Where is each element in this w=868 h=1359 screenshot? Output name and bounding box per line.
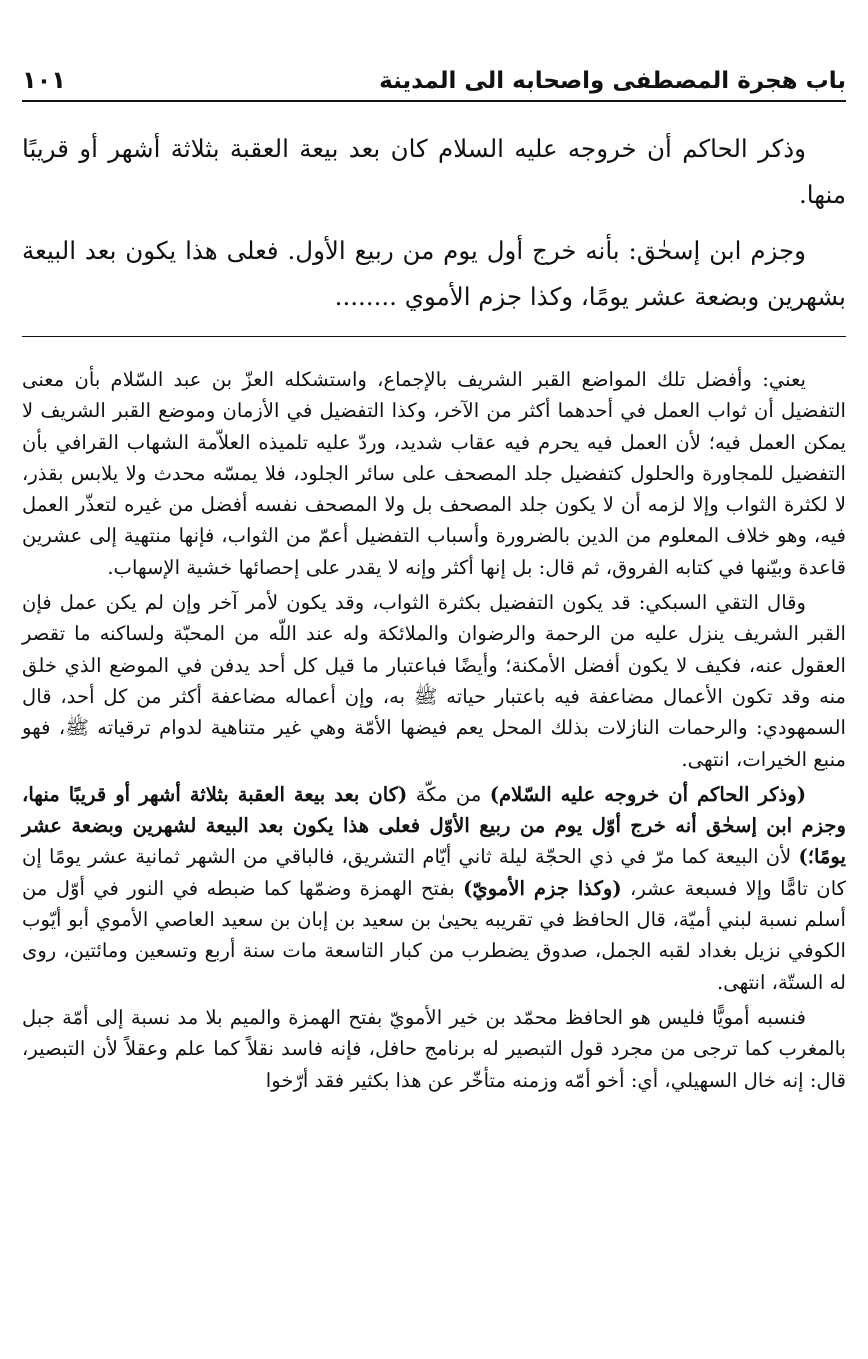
commentary-paragraph-1: يعني: وأفضل تلك المواضع القبر الشريف بالإجماع، واستشكله العزّ بن عبد السّلام بأن معنى التفضيل أن ثواب العمل في أحدهما أكثر من الآخر، وكذا التفضيل في الأزمان وموضع القبر الشريف لا يمكن العمل فيه؛ لأن العمل فيه يحرم فيه عقاب شديد، وردّ عليه تلميذه العلاّمة الشهاب القرافي بأن التفضيل للمجاورة والحلول كتفضيل جلد المصحف على سائر الجلود، فلا يمسّه محدث ولا يلابس بقذر، لا لكثرة الثواب وإلا لزمه أن لا يكون جلد المصحف بل ولا المصحف نفسه أفضل من غيره لتعذّر العمل فيه، وهو خلاف المعلوم من الدين بالضرورة وأسباب التفضيل أعمّ من الثواب، فإنها منتهية إلى عشرين قاعدة وبيّنها في كتابه الفروق، ثم قال: بل إنها أكثر وإنه لا يقدر على إحصائها خشية الإسهاب.: [22, 368, 846, 579]
commentary-text: [22, 364, 846, 1100]
quoted-text: (وكذا جزم الأمويّ): [463, 876, 622, 900]
commentary-text-run: من مكّة: [407, 782, 490, 806]
commentary-paragraph-3: [22, 779, 846, 998]
commentary-text-run: لأن البيعة كما مرّ في ذي الحجّة ليلة ثاني أيّام التشريق، فالباقي من الشهر ثمانية عشر يومًا إن كان تامًّا وإلا فسبعة عشر،: [22, 845, 846, 900]
separator-rule: [22, 336, 846, 337]
main-paragraph-2-text: وجزم ابن إسحٰق: بأنه خرج أول يوم من ربيع الأول. فعلى هذا يكون بعد البيعة بشهرين وبضعة عشر يومًا، وكذا جزم الأموي: [22, 236, 846, 311]
quoted-text: (كان بعد بيعة العقبة بثلاثة أشهر أو قريبًا منها، وجزم ابن إسحٰق أنه خرج أوّل يوم من ربيع الأوّل فعلى هذا يكون بعد البيعة لشهرين وبضعة عشر يومًا؛): [22, 782, 846, 869]
main-paragraph-1: وذكر الحاكم أن خروجه عليه السلام كان بعد بيعة العقبة بثلاثة أشهر أو قريبًا منها.: [22, 134, 846, 209]
commentary-paragraph-2: وقال التقي السبكي: قد يكون التفضيل بكثرة الثواب، وقد يكون لأمر آخر وإن لم يكن عمل فإن القبر الشريف ينزل عليه من الرحمة والرضوان والملائكة وله عند اللّه من المحبّة ولساكنه ما تقصر العقول عنه، فكيف لا يكون أفضل الأمكنة؛ وأيضًا فباعتبار ما قيل كل أحد يدفن في الموضع الذي خلق منه وقد تكون الأعمال مضاعفة فيه باعتبار حياته ﷺ به، وإن أعماله مضاعفة أكثر من كل أحد، قال السمهودي: والرحمات النازلات بذلك المحل يعم فيضها الأمّة وهي غير متناهية لدوام ترقياته ﷺ، فهو منبع الخيرات، انتهى.: [22, 591, 846, 771]
running-header: [22, 58, 846, 102]
continuation-dots: ........: [334, 282, 397, 311]
page-number: ١٠١: [22, 66, 66, 94]
main-paragraph-2: [22, 228, 846, 320]
commentary-text-run: بفتح الهمزة وضمّها كما ضبطه في النور في أوّل من أسلم نسبة لبني أميّة، قال الحافظ في تقريبه يحيىٰ بن سعيد بن إبان بن سعيد العاصي الأموي أبو أيّوب الكوفي نزيل بغداد لقبه الجمل، صدوق يضطرب من كبار التاسعة مات سنة أربع وتسعين ومائتين، روى له الستّة، انتهى.: [22, 876, 846, 994]
commentary-paragraph-4: فنسبه أمويًّا فليس هو الحافظ محمّد بن خير الأمويّ بفتح الهمزة والميم بلا مد نسبة إلى أمّة جبل بالمغرب كما ترجى من مجرد قول التبصير له برنامج حافل، فإنه فاسد نقلاً كما علم وعقلاً لأن التبصير، قال: إنه خال السهيلي، أي: أخو أمّه وزمنه متأخّر عن هذا بكثير فقد أرّخوا: [22, 1005, 846, 1092]
quoted-text: (وذكر الحاكم أن خروجه عليه السّلام): [489, 782, 806, 806]
main-text: [22, 126, 846, 330]
running-title: باب هجرة المصطفى واصحابه الى المدينة: [379, 68, 846, 94]
